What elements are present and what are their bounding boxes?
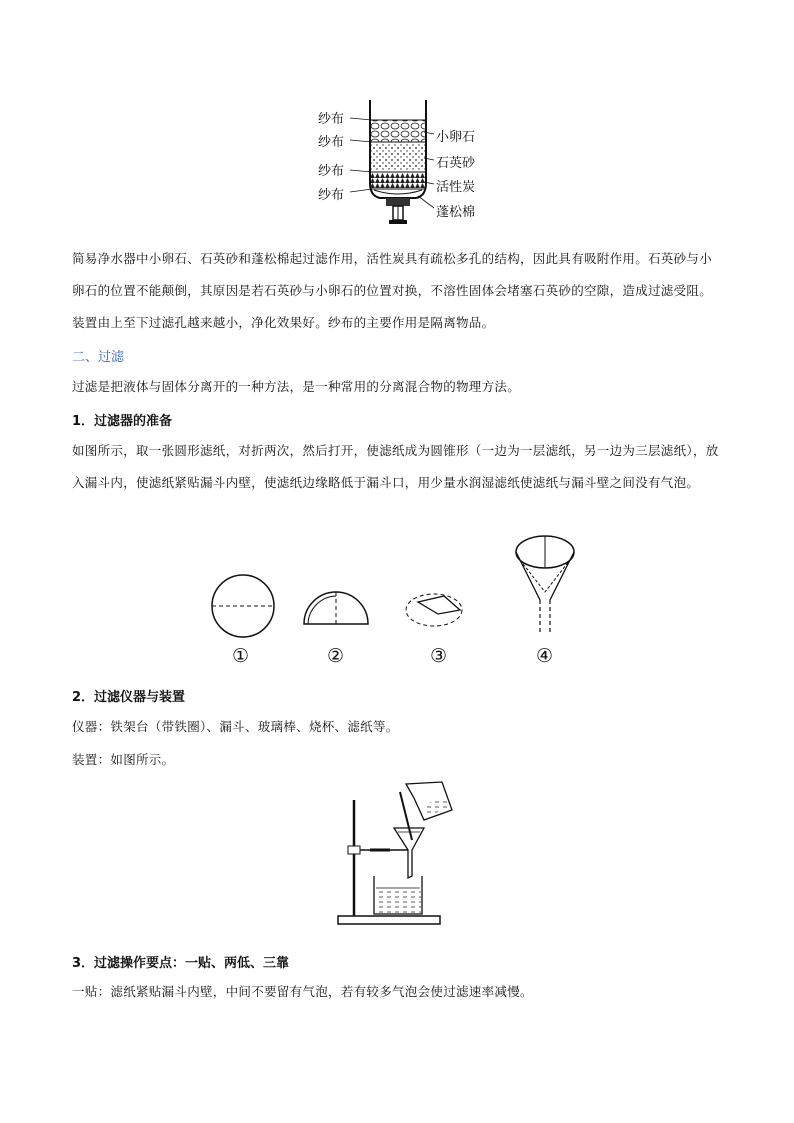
purifier-explanation: 简易净水器中小卵石、石英砂和蓬松棉起过滤作用，活性炭具有疏松多孔的结构，因此具有吸附作用。石英砂与小卵石的位置不能颠倒，其原因是若石英砂与小卵石的位置对换，不溶性固体会堵塞石英砂的空隙，造成过滤受阻。装置由上至下过滤孔越来越小，净化效果好。纱布的主要作用是隔离物品。: [72, 251, 713, 330]
label-gauze-4: 纱布: [318, 188, 345, 203]
section-title-filtration: 二、过滤: [72, 350, 125, 365]
step-label-4: ④: [536, 645, 554, 667]
label-activated-carbon: 活性炭: [436, 180, 476, 195]
label-gauze-1: 纱布: [318, 112, 345, 127]
subhead-filter-preparation: 1．过滤器的准备: [72, 414, 173, 429]
subhead-instruments-setup: 2．过滤仪器与装置: [72, 690, 186, 705]
device-note: 装置：如图所示。: [72, 752, 175, 767]
filtration-definition: 过滤是把液体与固体分离开的一种方法，是一种常用的分离混合物的物理方法。: [72, 379, 521, 394]
filter-paper-folding-diagram: [200, 530, 600, 640]
filter-preparation-text: 如图所示，取一张圆形滤纸，对折两次，然后打开，使滤纸成为圆锥形（一边为一层滤纸，另一边为三层滤纸），放入漏斗内，使滤纸紧贴漏斗内壁，使滤纸边缘略低于漏斗口，用少量水润湿滤纸使滤纸与漏斗壁之间没有气泡。: [72, 443, 719, 490]
instruments-list: 仪器：铁架台（带铁圈）、漏斗、玻璃棒、烧杯、滤纸等。: [72, 719, 399, 734]
one-tie-rule: 一贴：滤纸紧贴漏斗内壁，中间不要留有气泡，若有较多气泡会使过滤速率减慢。: [72, 984, 533, 999]
filtration-apparatus-diagram: [330, 780, 470, 928]
label-gauze-2: 纱布: [318, 135, 345, 150]
step-label-1: ①: [232, 645, 250, 667]
subhead-key-points: 3．过滤操作要点：一贴、两低、三靠: [72, 956, 290, 971]
step-label-3: ③: [430, 645, 448, 667]
label-pebbles: 小卵石: [436, 130, 476, 145]
label-quartz-sand: 石英砂: [436, 156, 476, 171]
label-gauze-3: 纱布: [318, 164, 345, 179]
label-cotton: 蓬松棉: [436, 205, 476, 220]
step-label-2: ②: [327, 645, 345, 667]
